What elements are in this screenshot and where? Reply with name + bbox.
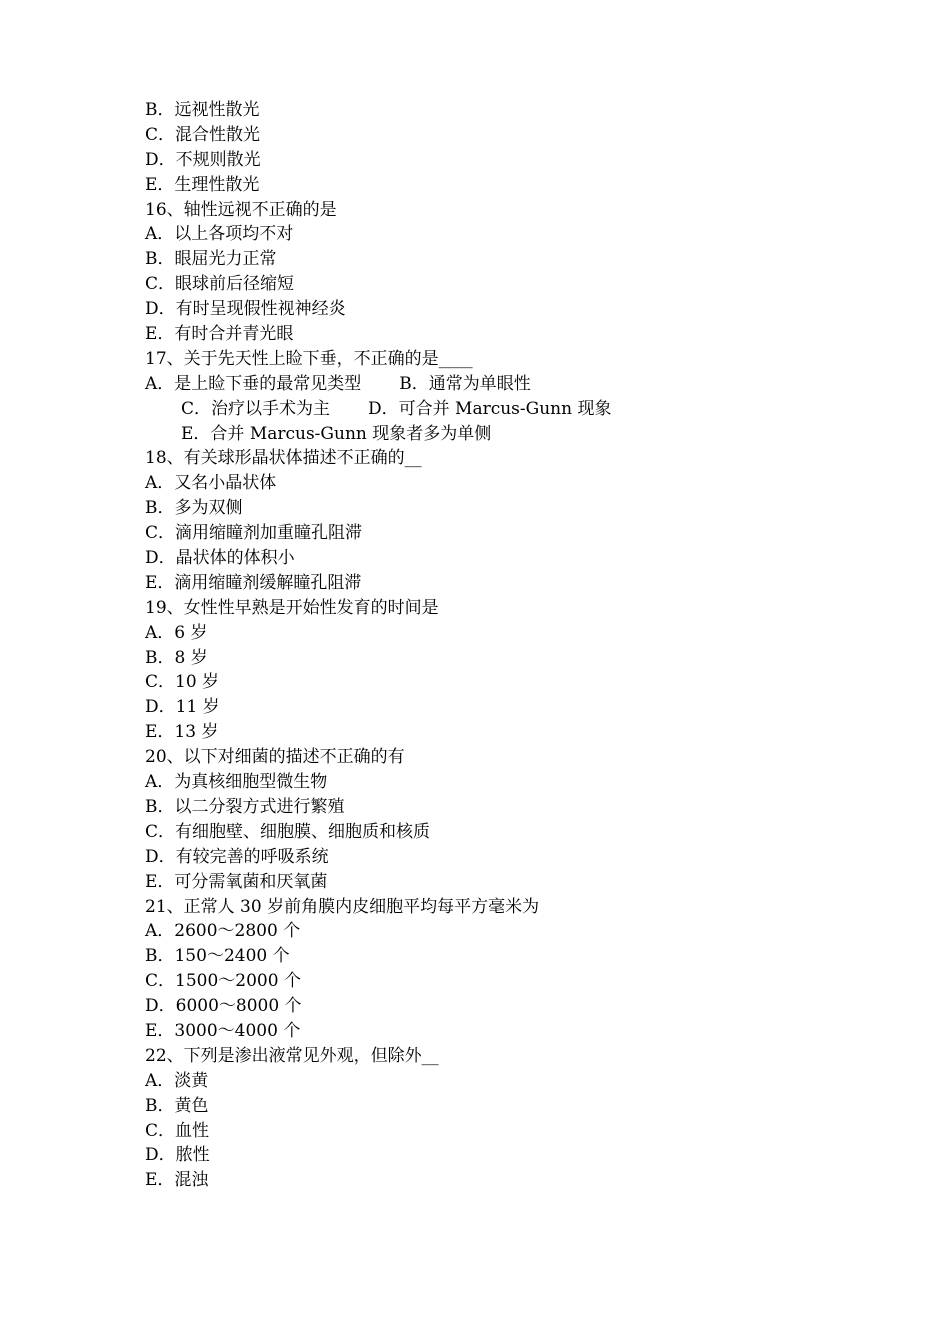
line-text-second-option: D．可合并 Marcus-Gunn 现象 [368,398,612,419]
answer-option [145,1094,845,1119]
line-text: E．混浊 [145,1170,209,1191]
line-text: A．是上睑下垂的最常见类型 [145,373,362,394]
answer-option [145,521,845,546]
line-text: E．滴用缩瞳剂缓解瞳孔阻滞 [145,572,362,593]
answer-option [145,969,845,994]
line-text: D．脓性 [145,1145,210,1166]
answer-option [145,1069,845,1094]
line-text: B．眼屈光力正常 [145,249,277,270]
line-text: D．有较完善的呼吸系统 [145,846,329,867]
answer-option [145,795,845,820]
answer-option [145,820,845,845]
line-text: B．黄色 [145,1095,209,1116]
answer-option [145,1168,845,1193]
question-stem [145,347,845,372]
line-text: D．有时呈现假性视神经炎 [145,299,346,320]
line-text: E．有时合并青光眼 [145,324,294,345]
answer-option [145,720,845,745]
answer-option [145,422,845,447]
line-text: A．6 岁 [145,622,208,643]
line-text: C．混合性散光 [145,124,261,145]
line-text: C．眼球前后径缩短 [145,274,295,295]
answer-option [145,646,845,671]
answer-option [145,770,845,795]
answer-option [145,372,845,397]
line-text: E．可分需氧菌和厌氧菌 [145,871,328,892]
line-text: E．13 岁 [145,722,219,743]
line-text: D．11 岁 [145,697,220,718]
answer-option [145,297,845,322]
line-text: B．8 岁 [145,647,208,668]
line-text: D．6000～8000 个 [145,996,302,1017]
line-text: 21、正常人 30 岁前角膜内皮细胞平均每平方毫米为 [145,896,540,917]
answer-option [145,222,845,247]
line-text: A．又名小晶状体 [145,473,277,494]
answer-option [145,322,845,347]
line-text: B．多为双侧 [145,498,243,519]
line-text-second-option: B．通常为单眼性 [399,373,531,394]
line-text: 20、以下对细菌的描述不正确的有 [145,747,405,768]
line-text: D．不规则散光 [145,149,261,170]
answer-option [145,247,845,272]
question-stem [145,596,845,621]
question-stem [145,446,845,471]
line-text: C．10 岁 [145,672,220,693]
question-stem [145,1044,845,1069]
answer-option [145,98,845,123]
line-text: 18、有关球形晶状体描述不正确的__ [145,448,422,469]
answer-option [145,944,845,969]
answer-option [145,571,845,596]
answer-option [145,695,845,720]
line-text: B．远视性散光 [145,100,260,120]
line-text: A．以上各项均不对 [145,224,294,245]
line-text: A．2600～2800 个 [145,921,301,942]
answer-option [145,1119,845,1144]
answer-option [145,397,845,422]
answer-option [145,670,845,695]
line-text: C．1500～2000 个 [145,971,301,992]
answer-option [145,148,845,173]
answer-option [145,621,845,646]
line-text: C．有细胞壁、细胞膜、细胞质和核质 [145,821,431,842]
line-text: A．淡黄 [145,1070,209,1091]
line-text: B．以二分裂方式进行繁殖 [145,796,345,817]
answer-option [145,471,845,496]
line-text: E．3000～4000 个 [145,1020,301,1041]
line-text: C．滴用缩瞳剂加重瞳孔阻滞 [145,523,363,544]
line-text: A．为真核细胞型微生物 [145,772,328,793]
answer-option [145,1019,845,1044]
line-text: 17、关于先天性上睑下垂，不正确的是____ [145,348,473,369]
exam-question-list [145,98,845,1193]
answer-option [145,123,845,148]
answer-option [145,496,845,521]
answer-option [145,994,845,1019]
line-text: D．晶状体的体积小 [145,548,295,569]
answer-option [145,1143,845,1168]
question-stem [145,198,845,223]
question-stem [145,895,845,920]
answer-option [145,173,845,198]
line-text: C．治疗以手术为主 [181,398,331,419]
line-text: 22、下列是渗出液常见外观，但除外__ [145,1045,439,1066]
line-text: C．血性 [145,1120,210,1141]
line-text: E．合并 Marcus-Gunn 现象者多为单侧 [181,423,492,444]
line-text: E．生理性散光 [145,174,260,195]
question-stem [145,745,845,770]
line-text: 16、轴性远视不正确的是 [145,199,337,220]
answer-option [145,870,845,895]
line-text: 19、女性性早熟是开始性发育的时间是 [145,597,439,618]
answer-option [145,919,845,944]
answer-option [145,845,845,870]
answer-option [145,546,845,571]
answer-option [145,272,845,297]
line-text: B．150～2400 个 [145,946,290,967]
